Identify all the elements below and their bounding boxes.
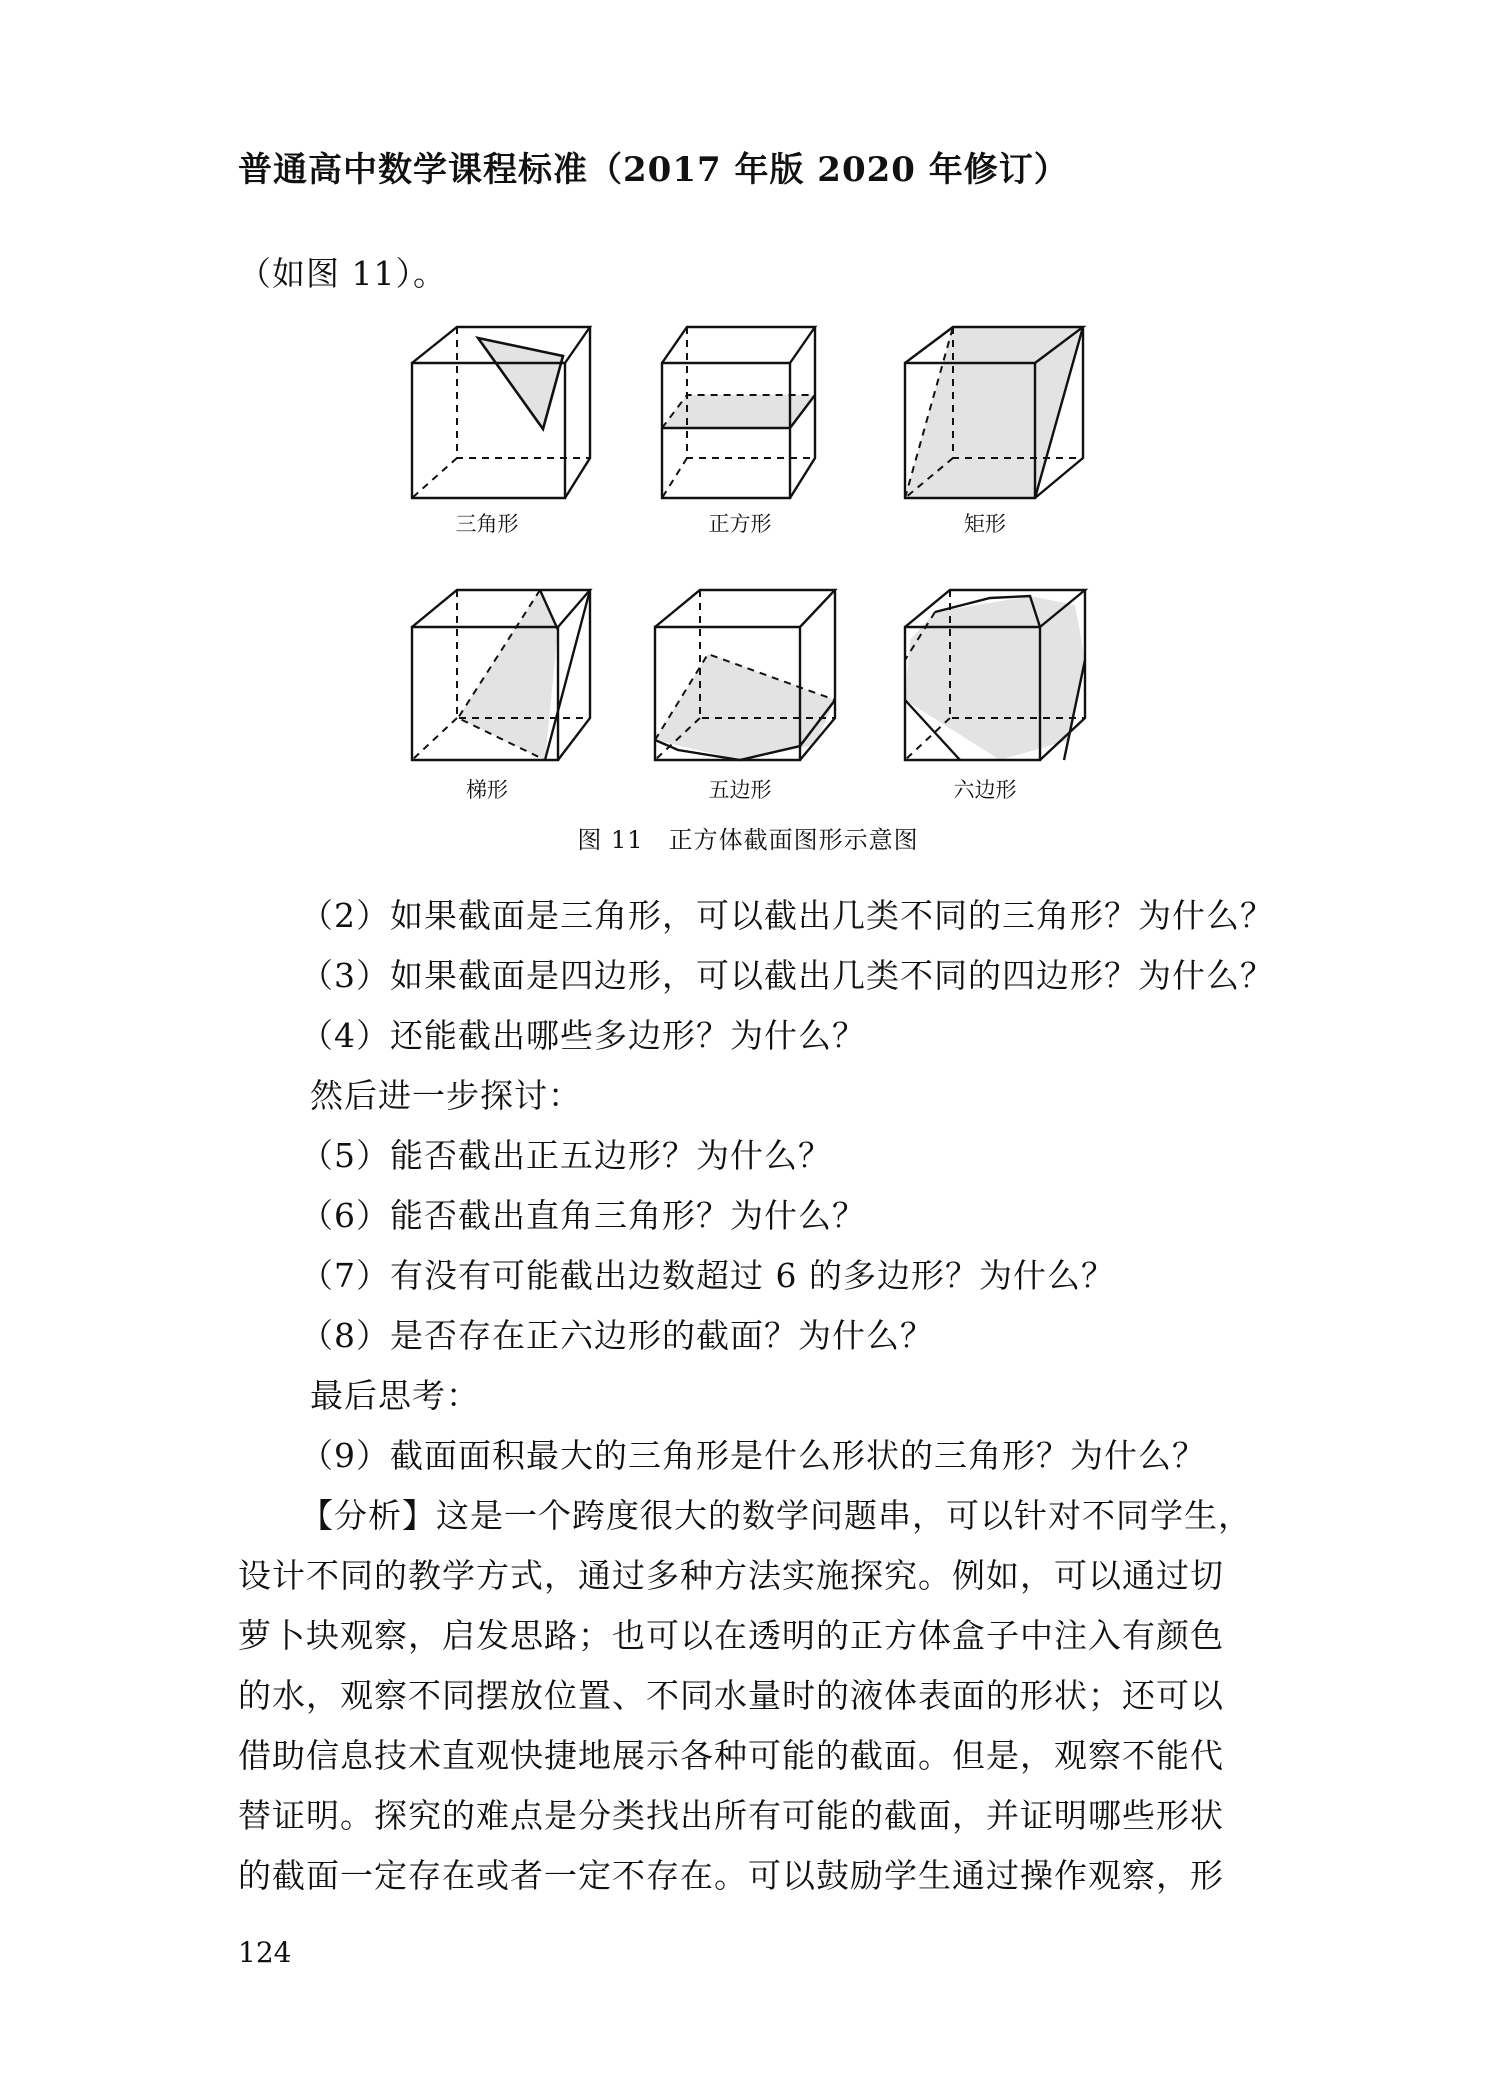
question-line: （7）有没有可能截出边数超过 6 的多边形？为什么？ <box>300 1256 1115 1295</box>
question-line: （3）如果截面是四边形，可以截出几类不同的四边形？为什么？ <box>300 956 1274 995</box>
cube-triangle-diagram <box>412 327 590 498</box>
figure-caption: 图 11 正方体截面图形示意图 <box>577 826 919 854</box>
question-line: （6）能否截出直角三角形？为什么？ <box>300 1196 866 1235</box>
label-trapezoid: 梯形 <box>466 778 508 802</box>
cube-trapezoid-diagram <box>412 590 590 760</box>
analysis-tag: 【分析】 <box>300 1496 436 1535</box>
cube-pentagon-diagram <box>655 590 835 760</box>
label-square: 正方形 <box>708 512 772 536</box>
analysis-line: 的截面一定存在或者一定不存在。可以鼓励学生通过操作观察，形 <box>238 1856 1224 1895</box>
label-rectangle: 矩形 <box>964 512 1006 536</box>
section-intro-line: 然后进一步探讨： <box>310 1076 582 1115</box>
analysis-line: 萝卜块观察，启发思路；也可以在透明的正方体盒子中注入有颜色 <box>238 1616 1224 1655</box>
page-number: 124 <box>238 1936 292 1969</box>
analysis-line: 设计不同的教学方式，通过多种方法实施探究。例如，可以通过切 <box>238 1556 1224 1595</box>
page-header-title: 普通高中数学课程标准（2017 年版 2020 年修订） <box>238 150 1069 190</box>
question-line: （5）能否截出正五边形？为什么？ <box>300 1136 832 1175</box>
label-pentagon: 五边形 <box>708 778 772 802</box>
analysis-first-line <box>300 1490 1252 1537</box>
cube-square-diagram <box>662 327 815 498</box>
analysis-line: 替证明。探究的难点是分类找出所有可能的截面，并证明哪些形状 <box>238 1796 1224 1835</box>
section-intro-line: 最后思考： <box>310 1376 480 1415</box>
analysis-line: 的水，观察不同摆放位置、不同水量时的液体表面的形状；还可以 <box>238 1676 1224 1715</box>
cube-hexagon-diagram <box>905 590 1085 760</box>
label-triangle: 三角形 <box>455 512 519 536</box>
analysis-line: 这是一个跨度很大的数学问题串，可以针对不同学生， <box>436 1496 1252 1535</box>
cube-rectangle-diagram <box>905 327 1083 498</box>
question-line: （8）是否存在正六边形的截面？为什么？ <box>300 1316 934 1355</box>
intro-text: （如图 11）。 <box>238 254 447 293</box>
question-line: （4）还能截出哪些多边形？为什么？ <box>300 1016 866 1055</box>
label-hexagon: 六边形 <box>953 778 1017 802</box>
analysis-line: 借助信息技术直观快捷地展示各种可能的截面。但是，观察不能代 <box>238 1736 1224 1775</box>
question-line: （9）截面面积最大的三角形是什么形状的三角形？为什么？ <box>300 1436 1206 1475</box>
question-line: （2）如果截面是三角形，可以截出几类不同的三角形？为什么？ <box>300 896 1274 935</box>
